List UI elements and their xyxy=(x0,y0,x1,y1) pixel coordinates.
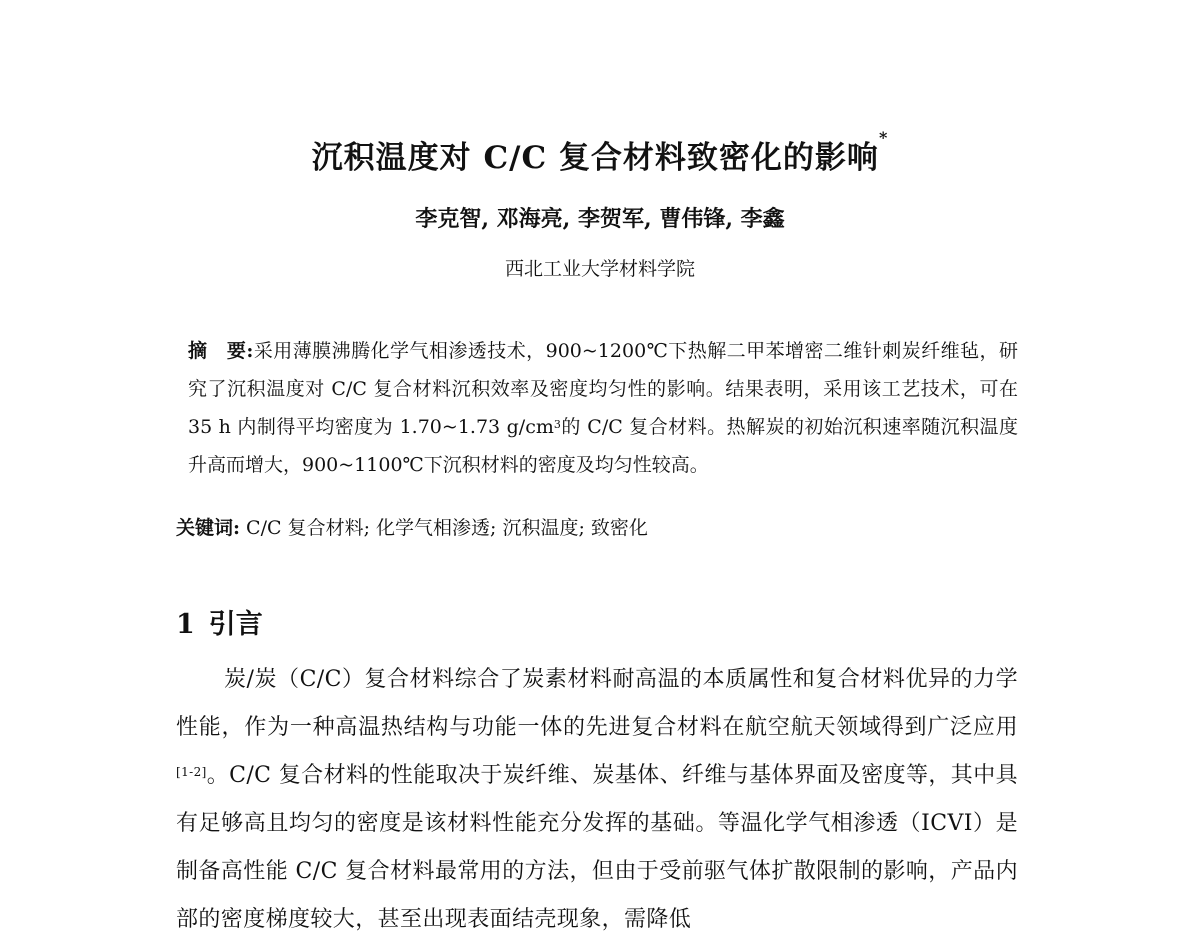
introduction-paragraph xyxy=(176,656,1018,944)
abstract xyxy=(188,332,1018,484)
author-list: 李克智, 邓海亮, 李贺军, 曹伟锋, 李鑫 xyxy=(415,206,785,232)
paper-title-text: 沉积温度对 C/C 复合材料致密化的影响 xyxy=(311,140,879,176)
keywords xyxy=(176,512,1016,544)
affiliation: 西北工业大学材料学院 xyxy=(504,258,695,280)
intro-text-1: 炭/炭（C/C）复合材料综合了炭素材料耐高温的本质属性和复合材料优异的力学性能，作为一种高温热结构与功能一体的先进复合材料在航空航天领域得到广泛应用 xyxy=(176,667,1018,740)
keywords-label: 关键词: xyxy=(176,517,241,539)
abstract-text-1: 采用薄膜沸腾化学气相渗透技术，900~1200℃下热解二甲苯增密二维针刺炭纤维毡，研究了沉积温度对 C/C 复合材料沉积效率及密度均匀性的影响。结果表明，采用该工艺技术，可在 35 h 内制得平均密度为 1.70~1.73 g/cm xyxy=(188,340,1019,438)
abstract-label: 摘 要: xyxy=(188,340,254,362)
title-footnote-mark: * xyxy=(878,128,889,147)
section-title: 引言 xyxy=(208,609,263,640)
section-heading-introduction xyxy=(176,602,263,641)
intro-text-2: 。C/C 复合材料的性能取决于炭纤维、炭基体、纤维与基体界面及密度等，其中具有足够高且均匀的密度是该材料性能充分发挥的基础。等温化学气相渗透（ICVI）是制备高性能 C/C 复合材料最常用的方法，但由于受前驱气体扩散限制的影响，产品内部的密度梯度较大，甚至出现表面结壳现象，需降低 xyxy=(176,763,1018,932)
keywords-text: C/C 复合材料; 化学气相渗透; 沉积温度; 致密化 xyxy=(240,517,648,539)
section-number: 1 xyxy=(176,609,195,640)
citation-ref: [1-2] xyxy=(176,765,207,779)
abstract-text-2: 的 C/C 复合材料。热解炭的初始沉积速率随沉积温度升高而增大，900~1100℃下沉积材料的密度及均匀性较高。 xyxy=(188,416,1019,476)
abstract-superscript: 3 xyxy=(553,418,561,431)
paper-title xyxy=(0,128,1200,177)
